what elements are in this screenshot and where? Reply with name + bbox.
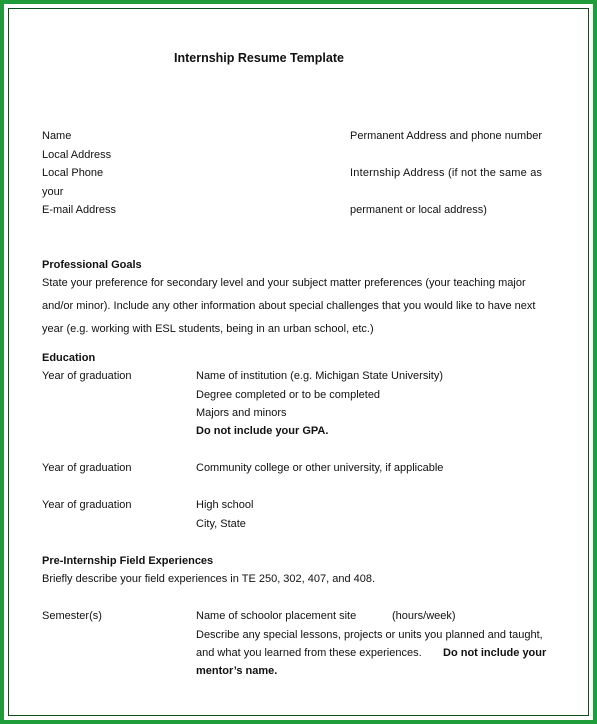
email-label: E-mail Address xyxy=(42,204,116,216)
internship-address-label: Internship Address (if not the same as xyxy=(350,167,543,179)
gpa-note: Do not include your GPA. xyxy=(196,425,329,437)
education-heading: Education xyxy=(42,352,96,364)
describe-text: Describe any special lessons, projects or units you planned and taught, xyxy=(196,629,543,641)
community-college-text: Community college or other university, if applicable xyxy=(196,462,444,474)
field-experiences-heading: Pre-Internship Field Experiences xyxy=(42,555,214,567)
your-label: your xyxy=(42,186,64,198)
institution-text: Name of institution (e.g. Michigan State University) xyxy=(196,370,443,382)
permanent-address-label: Permanent Address and phone number xyxy=(350,130,543,142)
school-site-text: Name of schoolor placement site xyxy=(196,610,357,622)
city-state-text: City, State xyxy=(196,518,246,530)
professional-goals-text: State your preference for secondary level and your subject matter preferences (your teaching major and/or minor). Include any other information about special challenges that you would like to have next year (e.g. working with ESL students, being in an urban school, etc.) xyxy=(42,277,536,335)
local-phone-label: Local Phone xyxy=(42,167,104,179)
mentor-note-continued: mentor’s name. xyxy=(196,665,278,677)
document-title: Internship Resume Template xyxy=(174,51,344,65)
high-school-text: High school xyxy=(196,499,254,511)
semester-label: Semester(s) xyxy=(42,610,102,622)
field-experiences-intro: Briefly describe your field experiences in TE 250, 302, 407, and 408. xyxy=(42,573,376,585)
year-of-graduation-label: Year of graduation xyxy=(42,499,132,511)
learned-text: and what you learned from these experiences. xyxy=(196,647,422,659)
name-label: Name xyxy=(42,130,72,142)
local-address-label: Local Address xyxy=(42,149,112,161)
degree-text: Degree completed or to be completed xyxy=(196,389,381,401)
year-of-graduation-label: Year of graduation xyxy=(42,370,132,382)
permanent-or-local-label: permanent or local address) xyxy=(350,204,487,216)
hours-text: (hours/week) xyxy=(392,610,456,622)
majors-text: Majors and minors xyxy=(196,407,287,419)
mentor-note: Do not include your xyxy=(443,647,547,659)
professional-goals-heading: Professional Goals xyxy=(42,259,142,271)
year-of-graduation-label: Year of graduation xyxy=(42,462,132,474)
